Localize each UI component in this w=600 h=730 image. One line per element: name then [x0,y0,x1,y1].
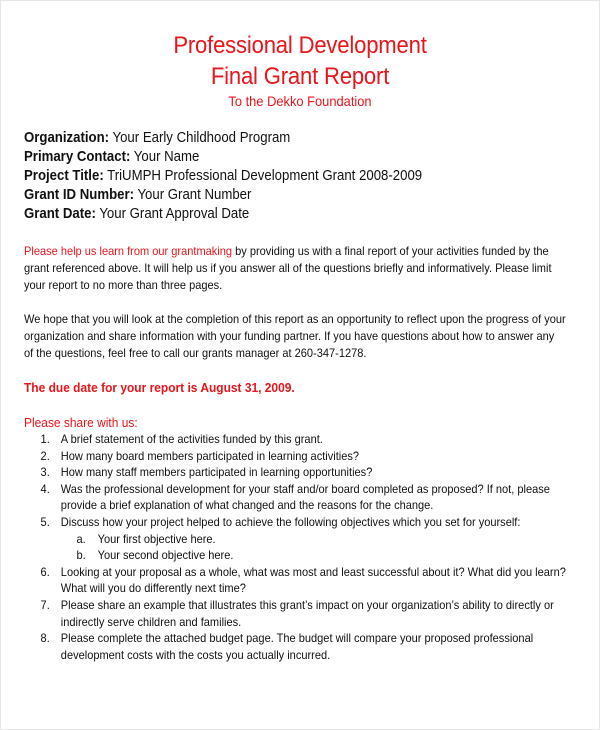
info-value: Your Grant Approval Date [95,205,250,222]
document [24,30,576,663]
info-value: Your Grant Number [134,186,252,203]
list-item [24,464,576,481]
item-line: provide a brief explanation of what changed and the reasons for the change. [60,498,434,513]
info-label: Grant Date: [24,205,96,222]
item-line: Please complete the attached budget page. The budget will compare your proposed professional [60,631,534,646]
list-item [24,514,576,531]
title-line-1: Professional Development [173,32,427,59]
sub-list-item [24,547,576,564]
intro-line-3: your report to no more than three pages. [24,278,223,292]
item-line: How many board members participated in learning activities? [60,448,360,463]
subtitle: To the Dekko Foundation [228,93,372,109]
share-heading: Please share with us: [24,415,138,430]
hope-line-3: of the questions, feel free to call our grants manager at 260-347-1278. [24,346,367,360]
list-item [24,431,576,448]
due-date: The due date for your report is August 31, 2009. [24,380,295,395]
info-value: TriUMPH Professional Development Grant 2008-2009 [103,167,423,184]
intro-line-1 [24,243,576,260]
item-line: Discuss how your project helped to achieve the following objectives which you set for yourself: [60,514,521,529]
objective-text: Your first objective here. [97,531,216,546]
item-line: development costs with the costs you actually incurred. [60,647,331,662]
info-value: Your Name [130,148,200,165]
item-number: 3. [40,465,50,480]
info-value: Your Early Childhood Program [109,129,291,146]
sub-list-item [24,531,576,548]
info-label: Grant ID Number: [24,186,135,203]
info-organization [24,128,510,147]
intro-line-2: grant referenced above. It will help us if you answer all of the questions briefly and informatively. Please limit [24,261,552,275]
item-number: 2. [40,448,50,463]
intro-paragraph [24,243,576,294]
list-item [24,564,576,597]
info-label: Project Title: [24,167,104,184]
info-label: Organization: [24,129,110,146]
intro-highlight: Please help us learn from our grantmaking [24,244,233,258]
item-line: Please share an example that illustrates this grant’s impact on your organization’s ability to directly or [60,597,554,612]
item-letter: b. [76,548,86,563]
item-number: 8. [40,631,50,646]
item-line: Was the professional development for your staff and/or board completed as proposed? If not, please [60,481,550,496]
item-number: 4. [40,481,50,496]
info-grant-date [24,204,510,223]
grant-info [24,128,576,223]
item-number: 7. [40,597,50,612]
item-number: 1. [40,432,50,446]
question-list [24,431,576,663]
list-item [24,597,576,630]
info-project-title [24,166,510,185]
hope-paragraph [24,311,576,362]
item-letter: a. [76,531,86,546]
item-line: Looking at your proposal as a whole, what was most and least successful about it? What did you learn? [60,564,566,579]
item-line: What will you do differently next time? [60,581,246,596]
list-item [24,448,576,465]
item-number: 6. [40,564,50,579]
item-line: How many staff members participated in learning opportunities? [60,465,373,480]
objective-text: Your second objective here. [97,548,234,563]
list-item [24,481,576,514]
info-primary-contact [24,147,510,166]
item-line: A brief statement of the activities funded by this grant. [60,432,323,446]
info-label: Primary Contact: [24,148,131,165]
info-grant-id [24,185,510,204]
intro-line-1-rest: by providing us with a final report of your activities funded by the [232,244,549,258]
hope-line-2: organization and share information with your funding partner. If you have questions about how to answer any [24,329,555,343]
title-line-2: Final Grant Report [210,63,390,90]
list-item [24,630,576,663]
title-block [24,30,576,110]
item-number: 5. [40,514,50,529]
item-line: indirectly serve children and families. [60,614,242,629]
hope-line-1: We hope that you will look at the completion of this report as an opportunity to reflect upon the progress of your [24,312,566,326]
